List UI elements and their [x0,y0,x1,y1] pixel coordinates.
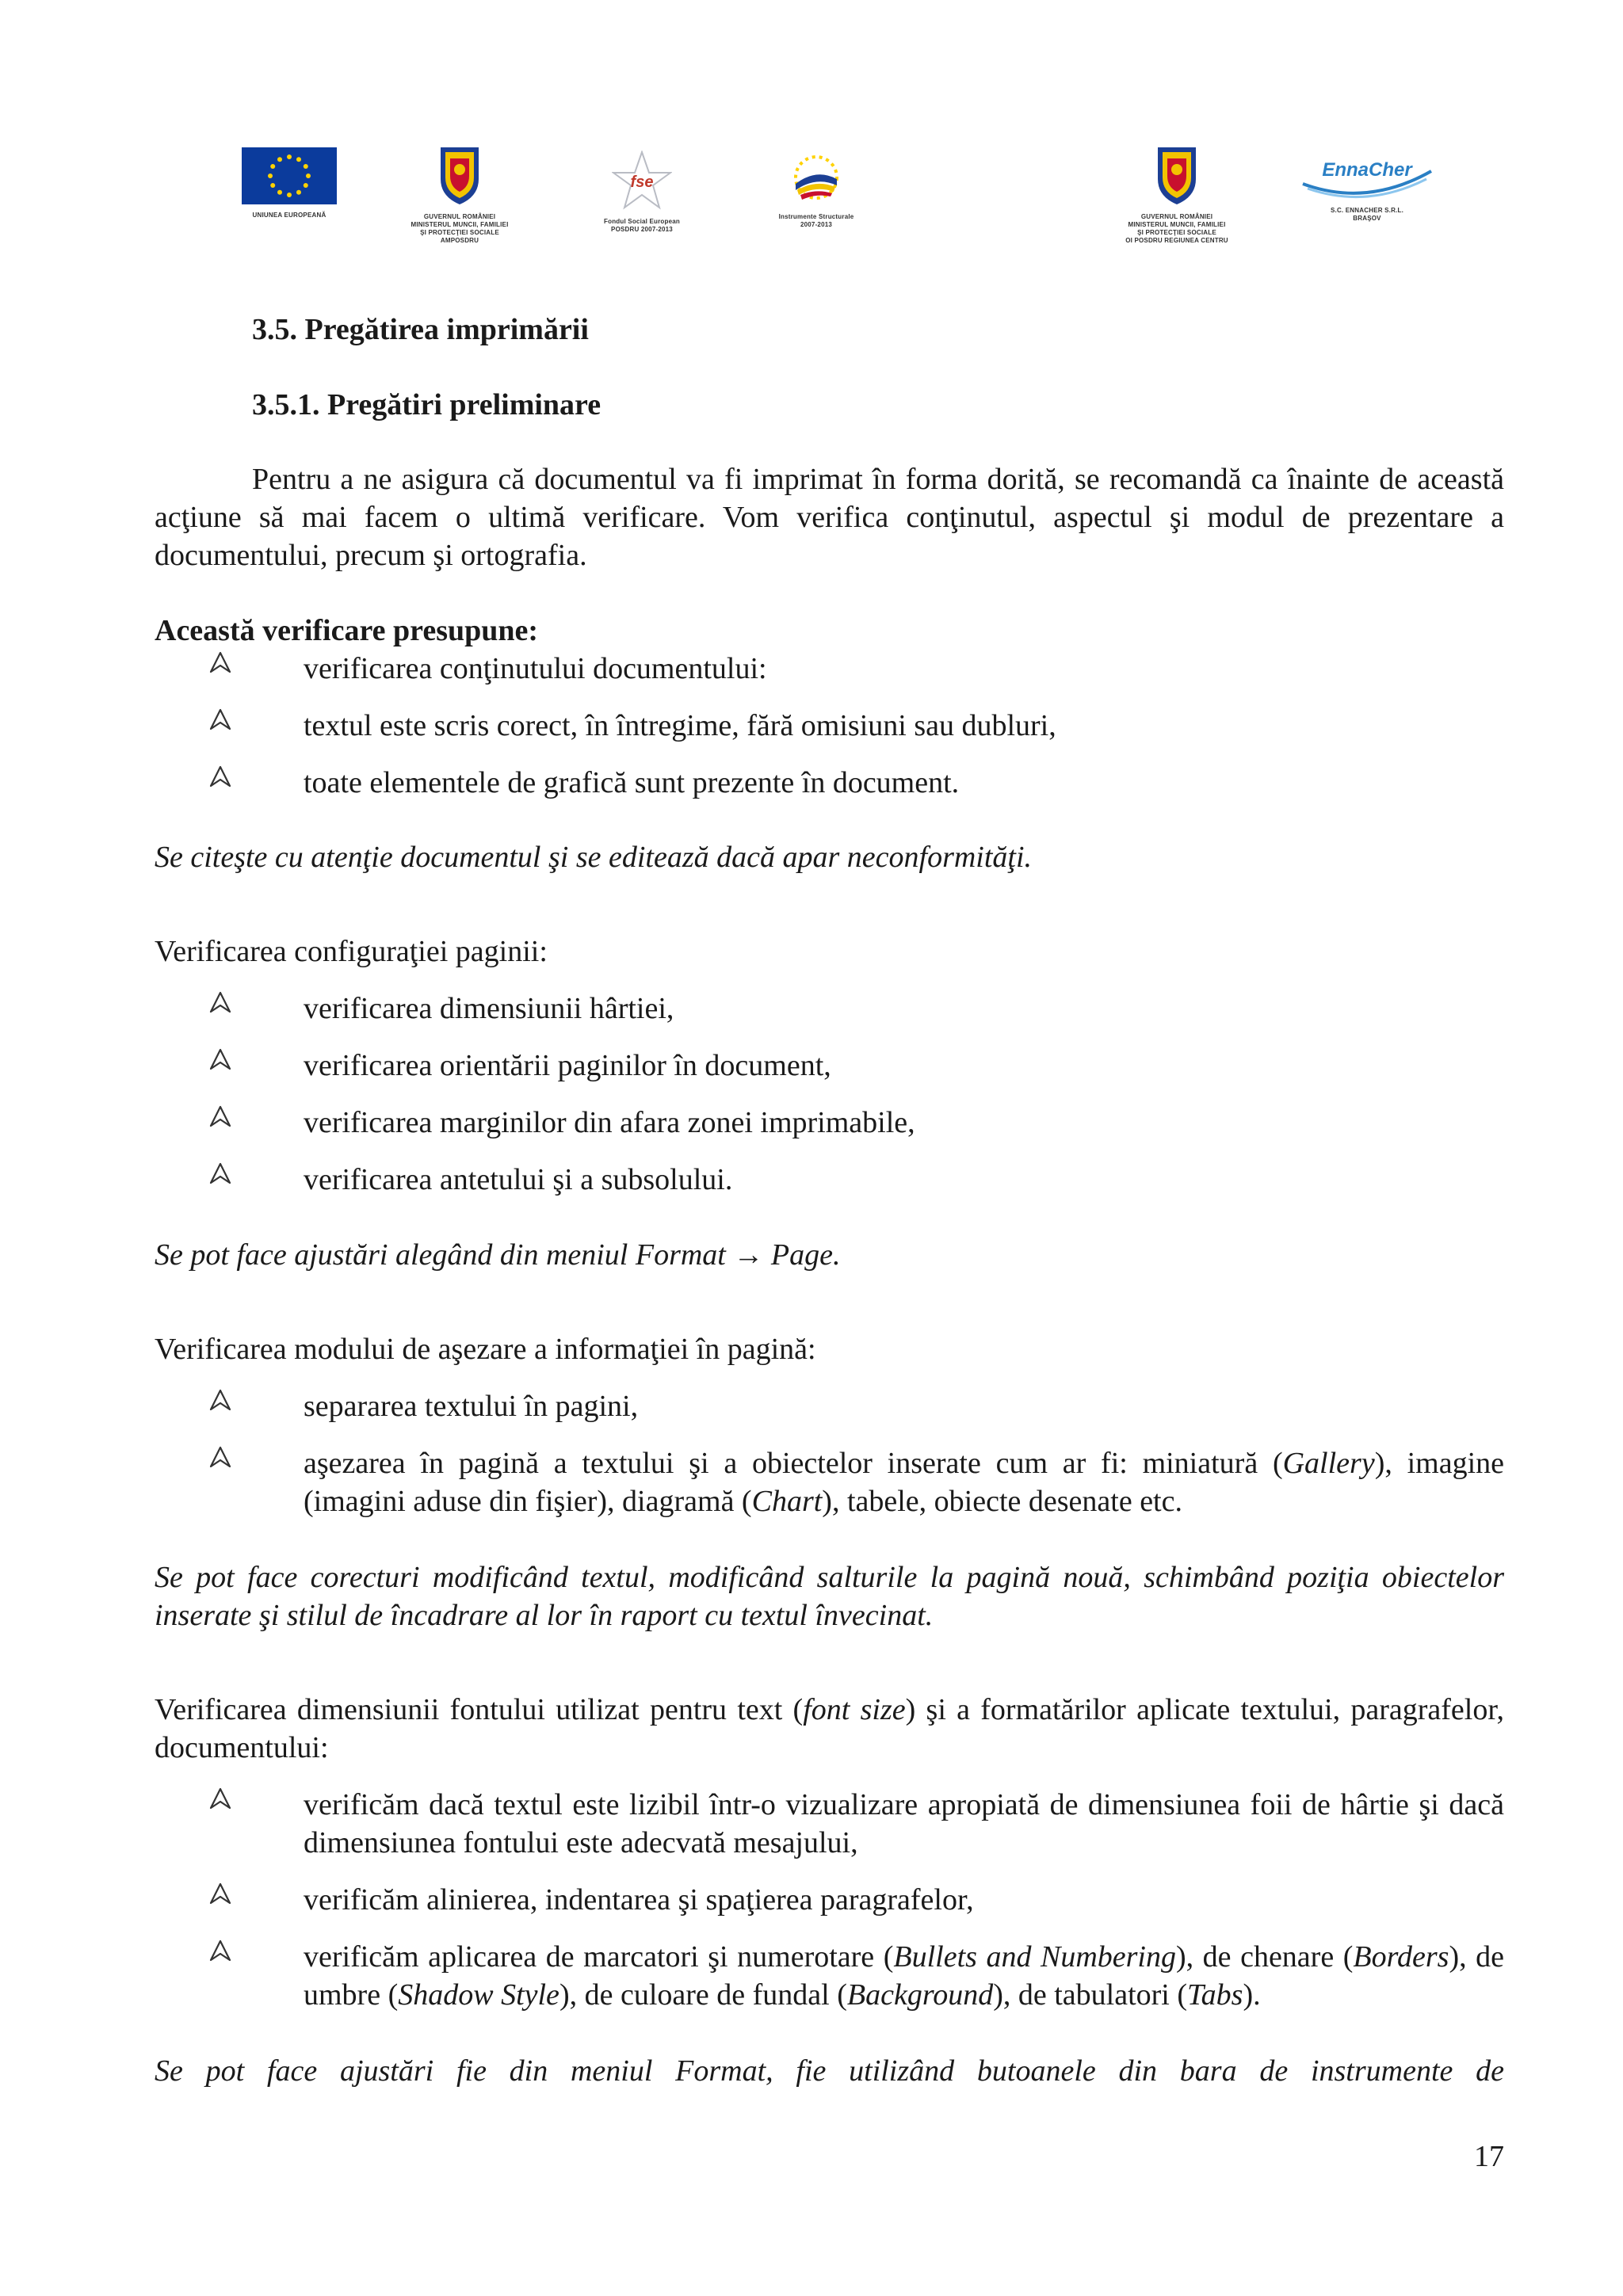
list-item [206,990,1504,1028]
list-item [206,1161,1504,1199]
gallery-term: Gallery [1282,1447,1375,1480]
eu-logo [238,143,341,219]
structural-instruments-caption: Instrumente Structurale 2007-2013 [778,213,854,228]
chart-term: Chart [751,1485,823,1518]
eu-star [277,190,282,195]
bullet-arrow-icon [206,1938,235,1966]
bullet-arrow-icon [206,1104,235,1132]
bullet-arrow-icon [206,1047,235,1075]
eu-star [268,174,273,178]
eu-caption: UNIUNEA EUROPEANĂ [252,212,327,219]
list-item [206,1104,1504,1142]
eu-star [287,193,292,197]
intro-paragraph: Pentru a ne asigura că documentul va fi imprimat în forma dorită, se recomandă ca înainte de această acţiune să mai facem o ultimă verificare. Vom verifica conţinutul, aspectul şi modul de prezentare a documentului, precum şi ortografia. [155,463,1504,572]
eu-star [287,154,292,159]
list-item [206,1786,1504,1862]
eu-star [270,183,275,188]
coat-of-arms-icon [1151,143,1202,206]
header-logos [230,143,1450,254]
tabs-term: Tabs [1187,1978,1243,2012]
eu-star [277,157,282,162]
font-size-term: font size [803,1693,906,1726]
bullet-arrow-icon [206,1786,235,1814]
eu-star [270,164,275,169]
background-term: Background [846,1978,994,2012]
list-item-text: verificarea marginilor din afara zonei imprimabile, [304,1106,915,1139]
svg-text:EnnaCher: EnnaCher [1322,159,1412,181]
list-item [206,1047,1504,1085]
eu-star [304,164,308,169]
page-number: 17 [1474,2140,1504,2173]
ennacher-logo-icon [1300,152,1434,200]
romania-gov-caption: GUVERNUL ROMÂNIEI MINISTERUL MUNCII, FAMILIEI ŞI PROTECŢIEI SOCIALE AMPOSDRU [411,213,509,244]
block4-note: Se pot face ajustări fie din meniul Format, fie utilizând butoanele din bara de instrumente de [155,2054,1504,2088]
block2-note: Se pot face ajustări alegând din meniul Format → Page. [155,1238,841,1272]
romania-gov-logo-2 [1102,143,1252,245]
bullet-arrow-icon [206,990,235,1018]
block1-note: Se citeşte cu atenţie documentul şi se editează dacă apar neconformităţi. [155,841,1033,874]
list-item-text: verificăm aplicarea de marcatori şi numerotare (Bullets and Numbering), de chenare (Borders), de umbre (Shadow Style), de culoare de fundal (Background), de tabulatori (Tabs). [304,1940,1504,2012]
list-item [206,1881,1504,1919]
fse-logo [586,143,697,234]
ennacher-caption: S.C. ENNACHER S.R.L. BRAŞOV [1330,207,1403,222]
bullet-arrow-icon [206,1387,235,1416]
borders-term: Borders [1353,1940,1449,1974]
romania-gov-caption-2: GUVERNUL ROMÂNIEI MINISTERUL MUNCII, FAMILIEI ŞI PROTECŢIEI SOCIALE OI POSDRU REGIUNEA CENTRU [1125,213,1228,244]
list-item-text: verificarea orientării paginilor în document, [304,1049,831,1082]
block1-title: Această verificare presupune: [155,614,539,647]
svg-text:fse: fse [630,174,654,191]
list-item [206,650,1504,688]
list-item [206,1387,1504,1425]
list-item-text: verificăm alinierea, indentarea şi spaţierea paragrafelor, [304,1883,974,1917]
list-item [206,764,1504,802]
list-item [206,1444,1504,1520]
shadow-style-term: Shadow Style [398,1978,559,2012]
list-item-text: separarea textului în pagini, [304,1390,639,1423]
eu-star [304,183,308,188]
list-item [206,707,1504,745]
bullet-arrow-icon [206,707,235,735]
list-item-text: verificarea dimensiunii hârtiei, [304,992,674,1025]
structural-instruments-logo [753,143,880,229]
eu-flag-icon [242,147,337,204]
fse-caption: Fondul Social European POSDRU 2007-2013 [604,218,680,233]
bullet-arrow-icon [206,650,235,678]
list-item-text: toate elementele de grafică sunt prezente în document. [304,766,960,799]
coat-of-arms-icon [434,143,485,206]
bullet-arrow-icon [206,764,235,792]
eu-star [306,174,311,178]
eu-star [296,157,301,162]
list-item-text: verificăm dacă textul este lizibil într-o vizualizare apropiată de dimensiunea foii de hârtie şi dacă dimensiunea fontului este adecvată mesajului, [304,1788,1504,1859]
fse-star-icon [612,151,672,211]
block4-title: Verificarea dimensiunii fontului utilizat pentru text (font size) şi a formatărilor aplicate textului, paragrafelor, documentului: [155,1693,1504,1764]
bullet-arrow-icon [206,1444,235,1473]
section-title: 3.5. Pregătirea imprimării [252,313,589,346]
bullet-arrow-icon [206,1161,235,1189]
block2-title: Verificarea configuraţiei paginii: [155,935,548,968]
bullets-numbering-term: Bullets and Numbering [893,1940,1176,1974]
ennacher-logo [1292,143,1442,223]
subsection-title: 3.5.1. Pregătiri preliminare [252,388,601,421]
list-item-text: verificarea antetului şi a subsolului. [304,1163,733,1196]
list-item-text: aşezarea în pagină a textului şi a obiectelor inserate cum ar fi: miniatură (Gallery), imagine (imagini aduse din fişier), diagramă (Chart), tabele, obiecte desenate etc. [304,1447,1505,1518]
romania-gov-logo [388,143,531,245]
block3-note: Se pot face corecturi modificând textul, modificând salturile la pagină nouă, schimbând poziţia obiectelor inserate şi stilul de încadrare al lor în raport cu textul învecinat. [155,1561,1504,1632]
bullet-arrow-icon [206,1881,235,1909]
block3-title: Verificarea modului de aşezare a informaţiei în pagină: [155,1333,816,1366]
list-item-text: verificarea conţinutului documentului: [304,652,767,685]
eu-star [296,190,301,195]
structural-instruments-icon [785,149,848,206]
list-item-text: textul este scris corect, în întregime, fără omisiuni sau dubluri, [304,709,1056,742]
list-item [206,1938,1504,2014]
